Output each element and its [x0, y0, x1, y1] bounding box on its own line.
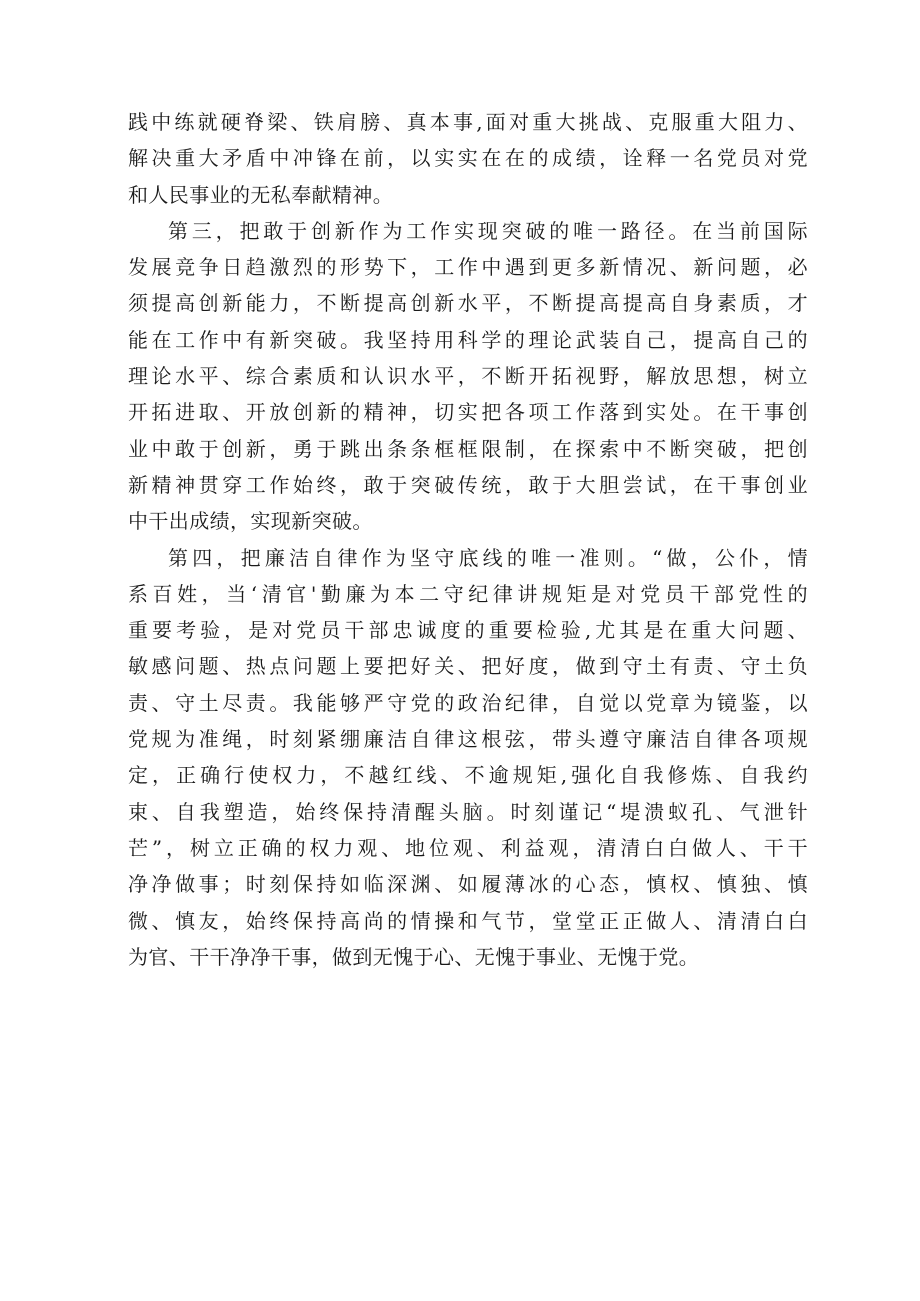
paragraph-third-point — [128, 213, 808, 540]
text-line: 第三，把敢于创新作为工作实现突破的唯一路径。在当前国际 — [168, 218, 808, 243]
text-line: 微、慎友，始终保持高尚的情操和气节，堂堂正正做人、清清白白 — [128, 908, 808, 933]
text-line: 发展竞争日趋激烈的形势下，工作中遇到更多新情况、新问题，必 — [128, 255, 808, 280]
text-line: 责、守土尽责。我能够严守党的政治纪律，自觉以党章为镜鉴，以 — [128, 690, 808, 715]
text-line: 芒”，树立正确的权力观、地位观、利益观，清清白白做人、干干 — [128, 835, 808, 860]
text-line: 党规为准绳，时刻紧绷廉洁自律这根弦，带头遵守廉洁自律各项规 — [128, 727, 808, 752]
text-line: 净净做事；时刻保持如临深渊、如履薄冰的心态，慎权、慎独、慎 — [128, 872, 808, 897]
text-line: 定，正确行使权力，不越红线、不逾规矩,强化自我修炼、自我约 — [128, 763, 808, 788]
text-line: 能在工作中有新突破。我坚持用科学的理论武装自己，提高自己的 — [128, 327, 808, 352]
text-line: 第四，把廉洁自律作为坚守底线的唯一准则。“做，公仆，情 — [168, 545, 808, 570]
text-line: 须提高创新能力，不断提高创新水平，不断提高提高自身素质，才 — [128, 291, 808, 316]
text-line: 敏感问题、热点问题上要把好关、把好度，做到守土有责、守土负 — [128, 654, 808, 679]
text-line: 践中练就硬脊梁、铁肩膀、真本事,面对重大挑战、克服重大阻力、 — [128, 110, 808, 134]
text-line: 开拓进取、开放创新的精神，切实把各项工作落到实处。在干事创 — [128, 400, 808, 425]
paragraph-fourth-point — [128, 540, 808, 976]
text-line: 理论水平、综合素质和认识水平，不断开拓视野，解放思想，树立 — [128, 364, 808, 389]
text-line: 解决重大矛盾中冲锋在前，以实实在在的成绩，诠释一名党员对党 — [128, 146, 808, 171]
text-line: 为官、干干净净干事，做到无愧于心、无愧于事业、无愧于党。 — [128, 944, 700, 969]
text-line: 中干出成绩，实现新突破。 — [128, 509, 373, 534]
text-line: 重要考验，是对党员干部忠诚度的重要检验,尤其是在重大问题、 — [128, 618, 808, 643]
body-text — [128, 104, 808, 975]
text-line: 系百姓，当‘清官'勤廉为本二守纪律讲规矩是对党员干部党性的 — [128, 581, 808, 606]
text-line: 新精神贯穿工作始终，敢于突破传统，敢于大胆尝试，在干事创业 — [128, 472, 808, 497]
text-line: 业中敢于创新，勇于跳出条条框框限制，在探索中不断突破，把创 — [128, 436, 808, 461]
paragraph-continuation — [128, 104, 808, 213]
text-line: 束、自我塑造，始终保持清醒头脑。时刻谨记“堤溃蚁孔、气泄针 — [128, 799, 808, 824]
text-line: 和人民事业的无私奉献精神。 — [128, 182, 394, 207]
